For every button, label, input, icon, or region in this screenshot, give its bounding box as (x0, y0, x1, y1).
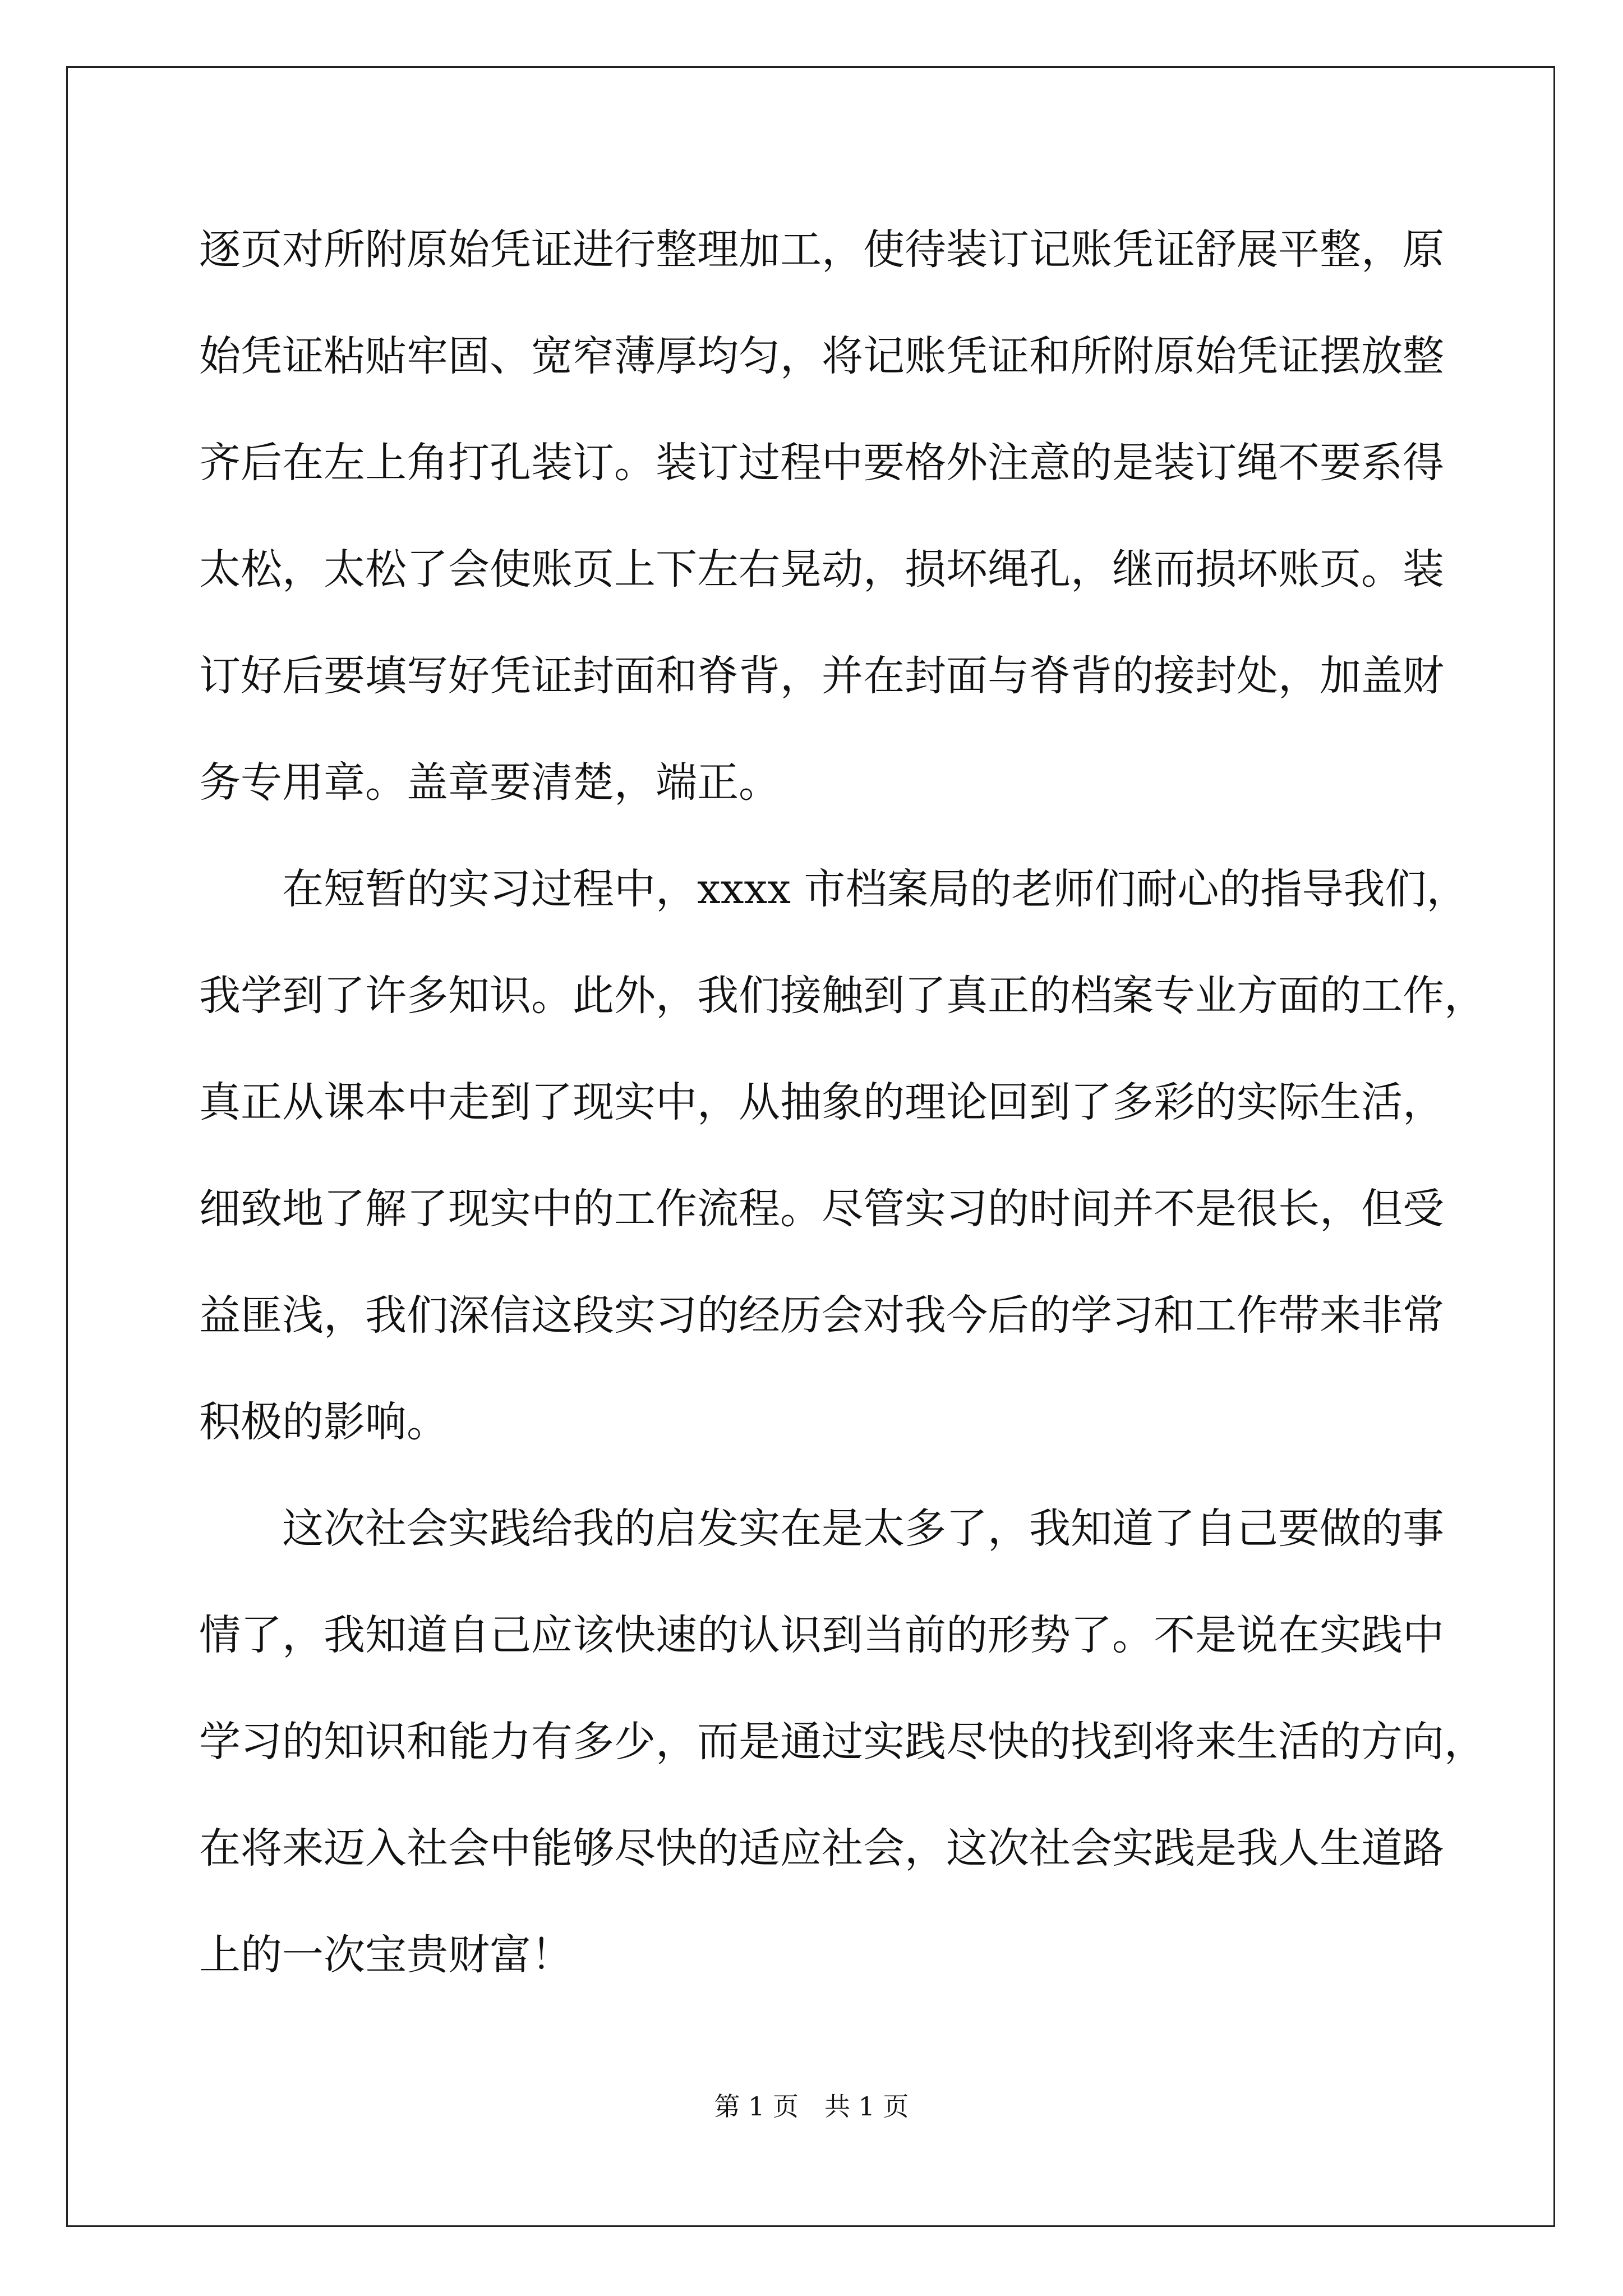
paragraph-2 (199, 850, 1486, 1489)
text-line: 这次社会实践给我的启发实在是太多了，我知道了自己要做的事 (282, 1504, 1444, 1553)
text-line: 我学到了许多知识。此外，我们接触到了真正的档案专业方面的工作， (199, 972, 1486, 1020)
text-line: 太松，太松了会使账页上下左右晃动，损坏绳孔，继而损坏账页。装 (199, 545, 1444, 593)
text-line: 在短暂的实习过程中，xxxx 市档案局的老师们耐心的指导我们， (282, 865, 1468, 913)
text-line: 情了，我知道自己应该快速的认识到当前的形势了。不是说在实践中 (199, 1611, 1444, 1659)
text-line: 益匪浅，我们深信这段实习的经历会对我今后的学习和工作带来非常 (199, 1291, 1444, 1340)
text-line: 真正从课本中走到了现实中，从抽象的理论回到了多彩的实际生活， (199, 1078, 1444, 1126)
text-line: 积极的影响。 (199, 1398, 448, 1446)
text-line: 逐页对所附原始凭证进行整理加工，使待装订记账凭证舒展平整，原 (199, 226, 1444, 274)
text-line: 齐后在左上角打孔装订。装订过程中要格外注意的是装订绳不要系得 (199, 439, 1444, 487)
text-line: 始凭证粘贴牢固、宽窄薄厚均匀，将记账凭证和所附原始凭证摆放整 (199, 332, 1444, 380)
text-line: 订好后要填写好凭证封面和脊背，并在封面与脊背的接封处，加盖财 (199, 652, 1444, 700)
text-line: 在将来迈入社会中能够尽快的适应社会，这次社会实践是我人生道路 (199, 1824, 1444, 1872)
document-body (199, 210, 1486, 2022)
text-line: 学习的知识和能力有多少，而是通过实践尽快的找到将来生活的方向， (199, 1718, 1486, 1766)
text-line: 务专用章。盖章要清楚，端正。 (199, 758, 780, 807)
text-line: 上的一次宝贵财富！ (199, 1931, 573, 1979)
paragraph-1 (199, 210, 1444, 850)
text-line: 细致地了解了现实中的工作流程。尽管实习的时间并不是很长，但受 (199, 1185, 1444, 1233)
page-number-footer: 第 1 页 共 1 页 (714, 2091, 909, 2122)
paragraph-3 (199, 1489, 1486, 2022)
